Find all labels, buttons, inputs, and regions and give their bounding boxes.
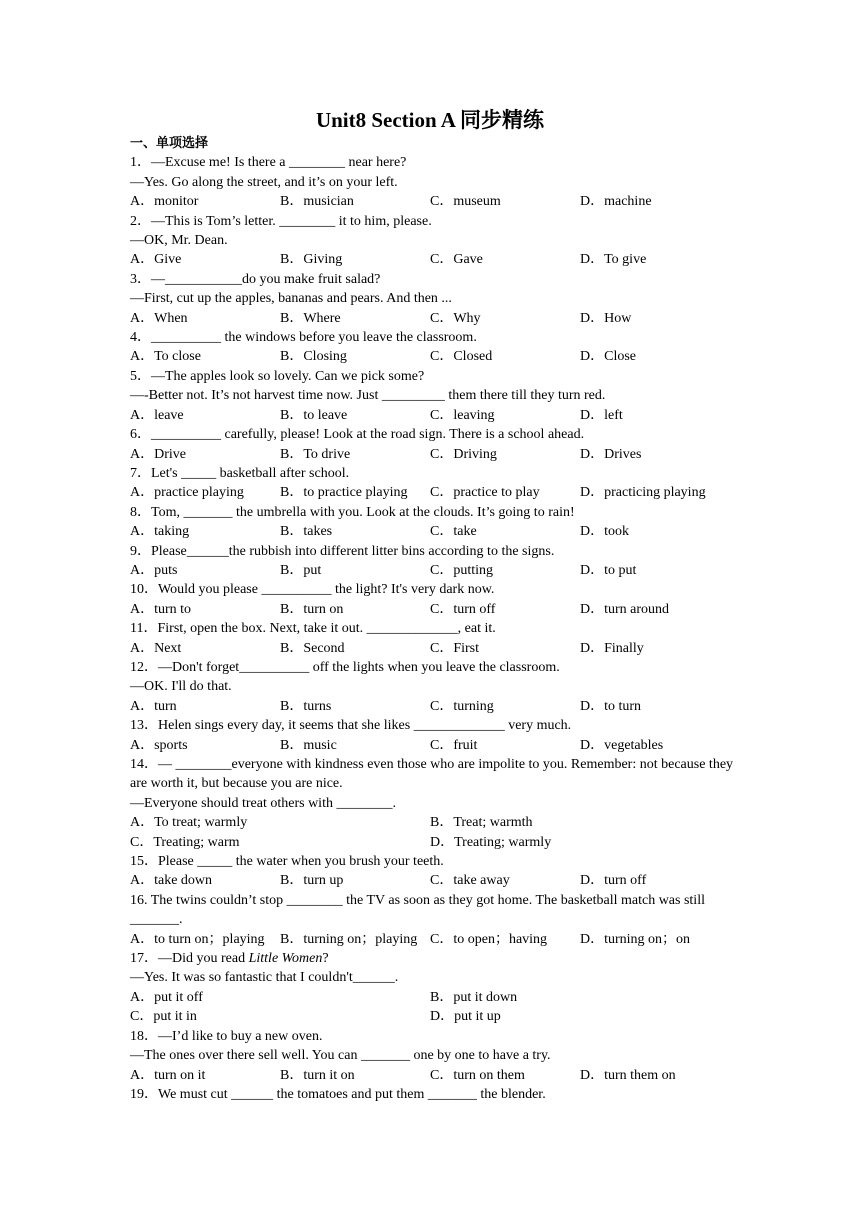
question-item [130, 755, 740, 852]
option-row [130, 988, 740, 1007]
option-choice: C．turn off [430, 601, 496, 617]
option-choice: C．First [430, 640, 480, 656]
option-row [130, 250, 740, 269]
question-stem: 11．First, open the box. Next, take it out. _____________, eat it. [130, 621, 496, 637]
option-choice: B．turn on [280, 601, 344, 617]
option-choice: B．to leave [280, 407, 348, 423]
option-choice: D．turn off [580, 873, 647, 889]
option-choice: D．turning on；on [580, 931, 691, 947]
option-choice: C．turning [430, 698, 494, 714]
option-choice: B．turn it on [280, 1067, 355, 1083]
option-choice: B．takes [280, 524, 333, 540]
option-choice: C．take away [430, 873, 510, 889]
option-choice: D．Drives [580, 446, 642, 462]
question-stem: 18．—I’d like to buy a new oven. [130, 1028, 323, 1044]
page-title: Unit8 Section A 同步精练 [315, 108, 545, 132]
question-item [130, 503, 740, 542]
question-item [130, 270, 740, 328]
question-item [130, 328, 740, 367]
option-row [130, 406, 740, 425]
option-choice: A．taking [130, 524, 190, 540]
option-choice: A．monitor [130, 194, 199, 210]
option-choice: A．To close [130, 349, 201, 365]
option-choice: A．turn [130, 698, 177, 714]
option-choice: A．turn to [130, 601, 192, 617]
option-choice: D．To give [580, 252, 647, 268]
option-choice: B．To drive [280, 446, 351, 462]
option-choice: C．Driving [430, 446, 497, 462]
option-choice: C．museum [430, 194, 501, 210]
question-item [130, 852, 740, 891]
option-choice: A．Give [130, 252, 182, 268]
question-stem: 15．Please _____ the water when you brush your teeth. [130, 854, 444, 870]
question-line: —Yes. It was so fantastic that I couldn't______. [130, 970, 399, 986]
question-line: —Everyone should treat others with ________. [130, 795, 396, 811]
option-row [130, 192, 740, 211]
option-choice: A．Next [130, 640, 182, 656]
question-item [130, 949, 740, 1027]
option-choice: D．vegetables [580, 737, 664, 753]
option-choice: D．turn them on [580, 1067, 676, 1083]
option-choice: C．Closed [430, 349, 493, 365]
question-item [130, 580, 740, 619]
question-stem: 1．—Excuse me! Is there a ________ near here? [130, 155, 407, 171]
question-stem: 17．—Did you read Little Women? [130, 951, 329, 967]
option-choice: C．Treating; warm [130, 834, 240, 850]
option-choice: C．turn on them [430, 1067, 525, 1083]
book-title: Little Women [248, 951, 323, 967]
option-row [130, 697, 740, 716]
option-choice: A．leave [130, 407, 184, 423]
option-choice: D．machine [580, 194, 652, 210]
option-choice: B．turn up [280, 873, 344, 889]
question-stem: 6．__________ carefully, please! Look at the road sign. There is a school ahead. [130, 427, 585, 443]
option-row [130, 1007, 740, 1026]
question-item [130, 153, 740, 211]
option-choice: D．took [580, 524, 629, 540]
question-line: —OK. I'll do that. [130, 679, 232, 695]
option-choice: B．turns [280, 698, 332, 714]
option-choice: A．puts [130, 562, 178, 578]
question-line: —-Better not. It’s not harvest time now. Just _________ them there till they turn red. [130, 388, 606, 404]
question-stem: 19．We must cut ______ the tomatoes and put them _______ the blender. [130, 1086, 546, 1102]
option-choice: B．Second [280, 640, 345, 656]
option-choice: D．Finally [580, 640, 644, 656]
question-stem: 7．Let's _____ basketball after school. [130, 465, 350, 481]
option-choice: D．left [580, 407, 623, 423]
option-choice: D．to turn [580, 698, 642, 714]
option-choice: D．to put [580, 562, 637, 578]
question-line: —First, cut up the apples, bananas and pears. And then ... [130, 291, 452, 307]
option-row [130, 347, 740, 366]
option-choice: A．sports [130, 737, 188, 753]
option-choice: B．musician [280, 194, 354, 210]
question-stem: 2．—This is Tom’s letter. ________ it to him, please. [130, 213, 432, 229]
option-choice: A．When [130, 310, 188, 326]
option-choice: D．practicing playing [580, 485, 706, 501]
question-stem: 14．— ________everyone with kindness even those who are impolite to you. Remember: not because they are worth it, but because you are nice. [130, 757, 734, 792]
question-item [130, 1027, 740, 1085]
option-choice: D．How [580, 310, 632, 326]
question-stem: 16. The twins couldn’t stop ________ the TV as soon as they got home. The basketball match was still _______. [130, 892, 705, 928]
question-stem: 3．—___________do you make fruit salad? [130, 271, 381, 287]
option-choice: C．leaving [430, 407, 495, 423]
option-choice: A．put it off [130, 989, 203, 1005]
option-choice: D．Treating; warmly [430, 834, 552, 850]
option-choice: A．to turn on；playing [130, 931, 265, 947]
option-choice: D．put it up [430, 1009, 501, 1025]
option-row [130, 445, 740, 464]
option-choice: C．Gave [430, 252, 483, 268]
question-item [130, 716, 740, 755]
option-row [130, 813, 740, 832]
option-choice: B．put it down [430, 989, 518, 1005]
option-choice: D．turn around [580, 601, 670, 617]
option-choice: C．putting [430, 562, 494, 578]
question-line: —The ones over there sell well. You can _______ one by one to have a try. [130, 1048, 551, 1064]
option-choice: D．Close [580, 349, 636, 365]
option-row [130, 871, 740, 890]
question-stem: 8．Tom, _______ the umbrella with you. Look at the clouds. It’s going to rain! [130, 504, 575, 520]
option-row [130, 736, 740, 755]
question-line: —OK, Mr. Dean. [130, 233, 228, 249]
option-choice: B．turning on；playing [280, 931, 418, 947]
question-item [130, 464, 740, 503]
option-choice: A．take down [130, 873, 213, 889]
question-item [130, 212, 740, 270]
option-row [130, 600, 740, 619]
question-item [130, 367, 740, 425]
question-stem: 5．—The apples look so lovely. Can we pick some? [130, 368, 425, 384]
question-line: —Yes. Go along the street, and it’s on your left. [130, 174, 398, 190]
option-choice: B．Where [280, 310, 341, 326]
option-row [130, 483, 740, 502]
option-choice: B．Treat; warmth [430, 815, 533, 831]
option-choice: C．take [430, 524, 477, 540]
question-stem: 12．—Don't forget__________ off the lights when you leave the classroom. [130, 659, 560, 675]
option-row [130, 522, 740, 541]
section-heading: 一、单项选择 [130, 136, 209, 151]
question-stem: 9．Please______the rubbish into different litter bins according to the signs. [130, 543, 555, 559]
option-choice: C．fruit [430, 737, 478, 753]
option-choice: C．practice to play [430, 485, 540, 501]
option-choice: B．to practice playing [280, 485, 408, 501]
question-item [130, 619, 740, 658]
option-choice: C．Why [430, 310, 481, 326]
option-choice: C．to open；having [430, 931, 548, 947]
option-choice: B．put [280, 562, 322, 578]
option-choice: A．practice playing [130, 485, 244, 501]
question-item [130, 542, 740, 581]
option-row [130, 833, 740, 852]
option-row [130, 309, 740, 328]
option-choice: B．music [280, 737, 337, 753]
question-list [130, 134, 740, 1104]
question-item [130, 658, 740, 716]
option-choice: A．To treat; warmly [130, 815, 248, 831]
option-choice: B．Giving [280, 252, 343, 268]
option-row [130, 1066, 740, 1085]
question-item [130, 1085, 740, 1104]
question-stem: 13．Helen sings every day, it seems that she likes _____________ very much. [130, 718, 572, 734]
question-item [130, 891, 740, 949]
option-row [130, 561, 740, 580]
question-item [130, 425, 740, 464]
option-choice: C．put it in [130, 1009, 197, 1025]
question-stem: 4．__________ the windows before you leave the classroom. [130, 330, 477, 346]
option-choice: A．Drive [130, 446, 186, 462]
option-row [130, 639, 740, 658]
option-choice: A．turn on it [130, 1067, 206, 1083]
option-row [130, 930, 740, 949]
question-stem: 10．Would you please __________ the light? It's very dark now. [130, 582, 495, 598]
option-choice: B．Closing [280, 349, 347, 365]
